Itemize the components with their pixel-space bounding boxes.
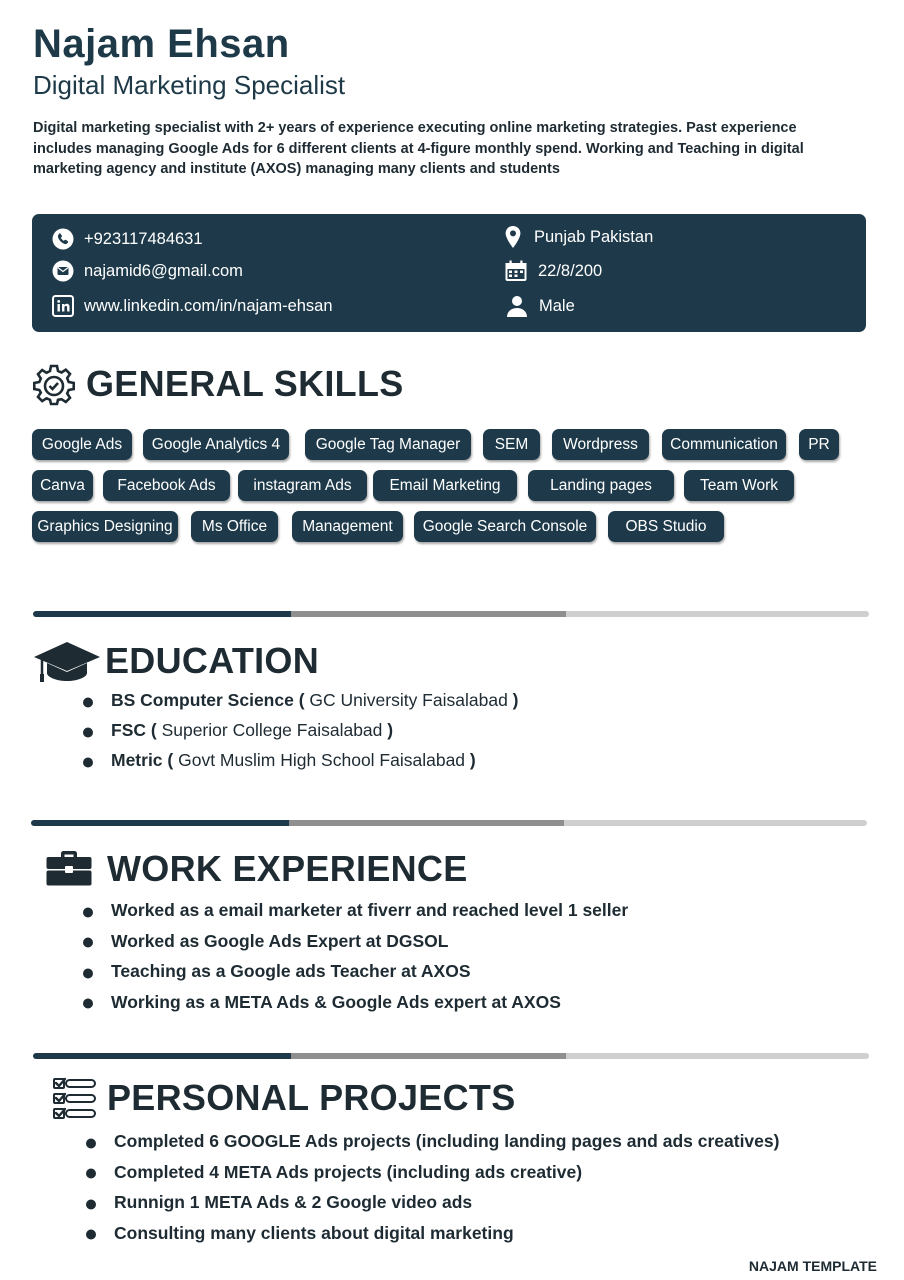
project-item: Runnign 1 META Ads & 2 Google video ads bbox=[86, 1192, 779, 1213]
graduation-cap-icon bbox=[33, 640, 101, 684]
contact-gender bbox=[505, 294, 575, 318]
experience-list bbox=[83, 900, 628, 1013]
person-icon bbox=[505, 294, 529, 318]
calendar-icon bbox=[504, 259, 528, 283]
education-item bbox=[83, 750, 519, 771]
paren-close: ) bbox=[382, 720, 394, 740]
education-school: GC University Faisalabad bbox=[309, 690, 508, 710]
contact-phone bbox=[52, 228, 203, 250]
skill-chip: Management bbox=[292, 511, 403, 542]
project-item: Completed 6 GOOGLE Ads projects (including landing pages and ads creatives) bbox=[86, 1131, 779, 1152]
email-icon bbox=[52, 260, 74, 282]
checklist-icon bbox=[52, 1077, 98, 1123]
skill-chip: Communication bbox=[662, 429, 786, 460]
experience-item: Worked as a email marketer at fiverr and reached level 1 seller bbox=[83, 900, 628, 921]
contact-email bbox=[52, 260, 243, 282]
skill-chip: Landing pages bbox=[528, 470, 674, 501]
phone-icon bbox=[52, 228, 74, 250]
paren-open: ( bbox=[162, 750, 179, 770]
phone-text[interactable]: +923117484631 bbox=[84, 229, 203, 248]
gear-icon bbox=[33, 364, 75, 406]
skill-chip: Wordpress bbox=[552, 429, 649, 460]
skills-title: GENERAL SKILLS bbox=[86, 363, 404, 404]
briefcase-icon bbox=[46, 850, 92, 886]
contact-location bbox=[502, 225, 653, 249]
experience-item: Teaching as a Google ads Teacher at AXOS bbox=[83, 961, 628, 982]
education-degree: Metric bbox=[111, 750, 163, 770]
skill-chip: SEM bbox=[483, 429, 540, 460]
education-school: Superior College Faisalabad bbox=[161, 720, 383, 740]
education-degree: BS Computer Science bbox=[111, 690, 294, 710]
skill-chip: Google Ads bbox=[32, 429, 132, 460]
location-text: Punjab Pakistan bbox=[534, 227, 654, 246]
paren-close: ) bbox=[465, 750, 476, 770]
education-item bbox=[83, 690, 519, 711]
gender-text: Male bbox=[539, 296, 575, 315]
education-school: Govt Muslim High School Faisalabad bbox=[178, 750, 466, 770]
education-title: EDUCATION bbox=[105, 640, 320, 681]
email-text[interactable]: najamid6@gmail.com bbox=[84, 261, 243, 280]
paren-open: ( bbox=[146, 720, 162, 740]
project-item: Consulting many clients about digital marketing bbox=[86, 1223, 779, 1244]
linkedin-text[interactable]: www.linkedin.com/in/najam-ehsan bbox=[84, 296, 333, 315]
footer-label: NAJAM TEMPLATE bbox=[748, 1258, 877, 1274]
paren-open: ( bbox=[293, 690, 310, 710]
resume-name: Najam Ehsan bbox=[33, 22, 290, 66]
experience-item: Working as a META Ads & Google Ads expert at AXOS bbox=[83, 992, 628, 1013]
paren-close: ) bbox=[507, 690, 519, 710]
project-item: Completed 4 META Ads projects (including ads creative) bbox=[86, 1162, 779, 1183]
location-pin-icon bbox=[502, 225, 524, 249]
contact-dob bbox=[504, 259, 602, 283]
experience-title: WORK EXPERIENCE bbox=[107, 848, 468, 889]
skill-chip: Email Marketing bbox=[373, 470, 517, 501]
skill-chip: Google Analytics 4 bbox=[143, 429, 289, 460]
experience-item: Worked as Google Ads Expert at DGSOL bbox=[83, 931, 628, 952]
contact-panel bbox=[32, 214, 866, 332]
education-list bbox=[83, 690, 519, 771]
linkedin-icon bbox=[52, 295, 74, 317]
skill-chip: Facebook Ads bbox=[103, 470, 230, 501]
section-divider bbox=[31, 820, 867, 826]
dob-text: 22/8/200 bbox=[538, 261, 603, 280]
section-divider bbox=[33, 611, 869, 617]
skill-chip: Graphics Designing bbox=[32, 511, 178, 542]
projects-title: PERSONAL PROJECTS bbox=[107, 1077, 516, 1118]
skill-chip: Team Work bbox=[684, 470, 794, 501]
education-degree: FSC bbox=[111, 720, 146, 740]
skill-chip: PR bbox=[799, 429, 839, 460]
skill-chip: OBS Studio bbox=[608, 511, 724, 542]
skill-chip: Canva bbox=[32, 470, 93, 501]
contact-linkedin bbox=[52, 295, 333, 317]
section-divider bbox=[33, 1053, 869, 1059]
resume-summary: Digital marketing specialist with 2+ years of experience executing online marketing strategies. Past experience includes managing Google Ads for 6 different clients at 4-figure monthly spend. Working and Teaching in digital marketing agency and institute (AXOS) managing many clients and students bbox=[33, 120, 804, 177]
skill-chip: instagram Ads bbox=[238, 470, 367, 501]
skill-chip: Google Tag Manager bbox=[305, 429, 471, 460]
resume-role: Digital Marketing Specialist bbox=[33, 70, 346, 100]
projects-list bbox=[86, 1131, 779, 1244]
skill-chip: Ms Office bbox=[191, 511, 278, 542]
skill-chip: Google Search Console bbox=[414, 511, 596, 542]
education-item bbox=[83, 720, 519, 741]
